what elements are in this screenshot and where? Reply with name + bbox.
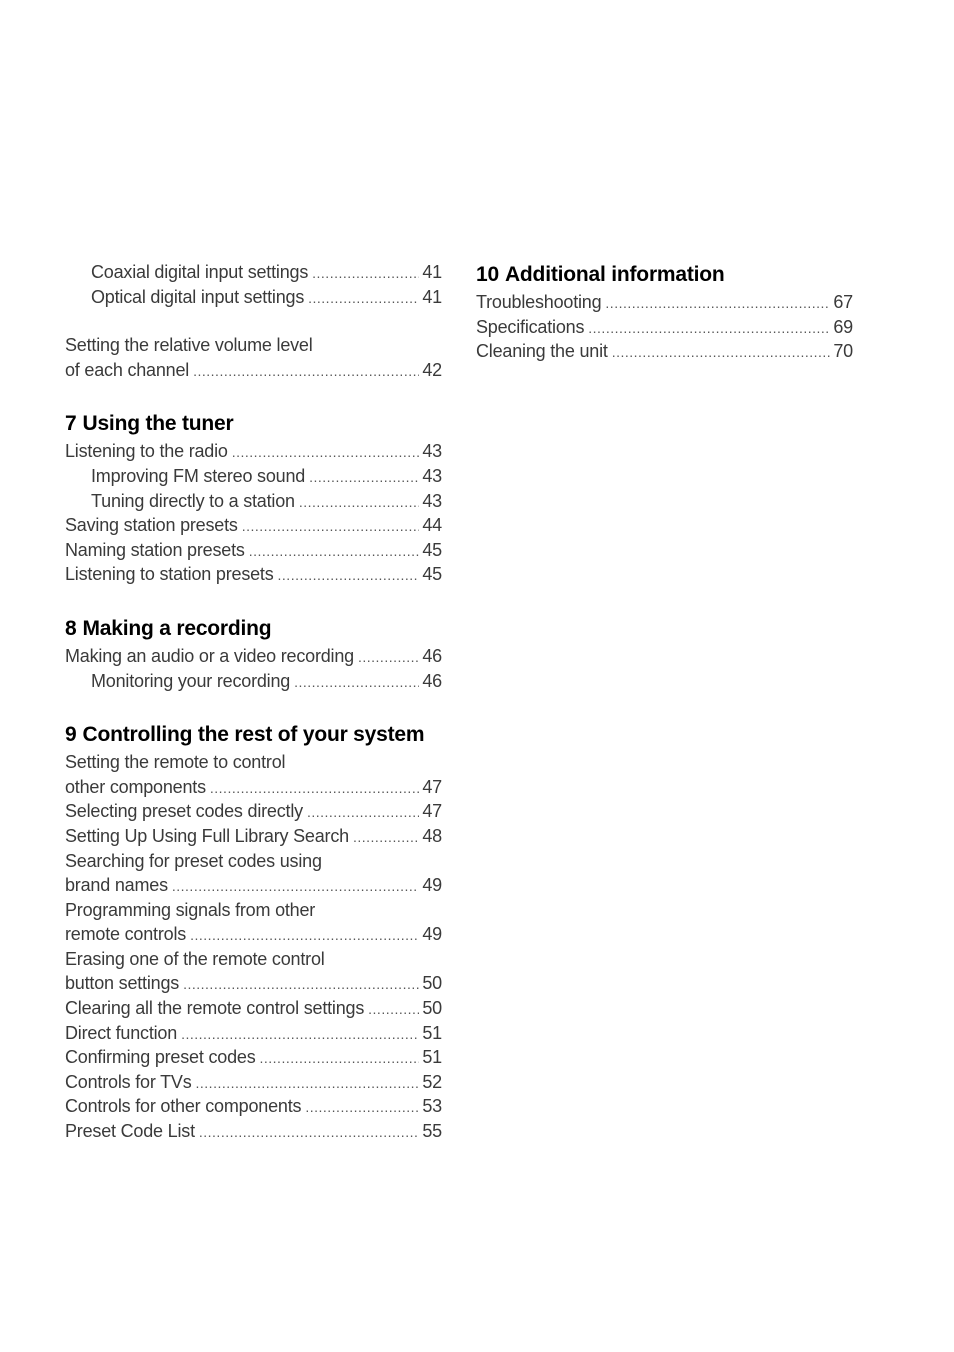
- section-heading[interactable]: [65, 409, 442, 439]
- toc-entry[interactable]: [65, 562, 442, 587]
- dot-leader: [612, 340, 830, 365]
- toc-entry-label: of each channel: [65, 359, 190, 380]
- section-title: Controlling the rest of your system: [82, 723, 425, 747]
- dot-leader: [358, 645, 419, 670]
- toc-entry-label: brand names: [65, 875, 168, 896]
- toc-entry[interactable]: [65, 439, 442, 464]
- dot-leader: [181, 1022, 419, 1047]
- dot-leader: [172, 874, 419, 899]
- toc-entry[interactable]: [65, 799, 442, 824]
- toc-entry-label: Controls for TVs: [65, 1071, 192, 1092]
- dot-leader: [368, 997, 419, 1022]
- dot-leader: [242, 514, 419, 539]
- toc-entry[interactable]: [476, 315, 853, 340]
- toc-entry-line: [65, 1045, 442, 1070]
- dot-leader: [278, 563, 419, 588]
- toc-entry[interactable]: [65, 489, 442, 514]
- section-heading[interactable]: [65, 614, 442, 644]
- toc-page-number: 47: [422, 776, 442, 797]
- toc-entry-line: [65, 439, 442, 464]
- toc-entry-line: [91, 260, 442, 285]
- toc-entry-label: Tuning directly to a station: [91, 490, 295, 511]
- toc-entry-label: Coaxial digital input settings: [91, 262, 309, 282]
- toc-entry-line: [65, 824, 442, 849]
- toc-entry[interactable]: [65, 898, 442, 947]
- toc-entry[interactable]: [65, 333, 442, 382]
- toc-entry-label: Setting Up Using Full Library Search: [65, 825, 349, 846]
- section-number: 10: [476, 263, 499, 286]
- toc-entry[interactable]: [65, 947, 442, 996]
- section-heading[interactable]: [65, 720, 442, 750]
- toc-page-number: 41: [422, 262, 442, 282]
- dot-leader: [193, 359, 419, 384]
- dot-leader: [299, 490, 419, 515]
- section-number: 7: [65, 412, 77, 436]
- toc-entry-label-line1: Erasing one of the remote control: [65, 948, 325, 969]
- toc-page-number: 46: [422, 645, 442, 666]
- toc-entry-line: [65, 922, 442, 947]
- toc-entry[interactable]: [65, 538, 442, 563]
- toc-entry-line: [65, 799, 442, 824]
- toc-page-number: 43: [422, 441, 442, 462]
- toc-entry-label: Clearing all the remote control settings: [65, 998, 365, 1019]
- section-title: Making a recording: [82, 616, 272, 640]
- toc-entry[interactable]: [65, 644, 442, 669]
- toc-entry-label: other components: [65, 776, 206, 797]
- dot-leader: [294, 670, 419, 695]
- toc-page-number: 53: [422, 1096, 442, 1117]
- toc-page-number: 44: [422, 515, 442, 536]
- toc-page-number: 48: [422, 825, 442, 846]
- toc-entry[interactable]: [65, 1094, 442, 1119]
- dot-leader: [308, 286, 419, 311]
- toc-section: [65, 720, 442, 1144]
- toc-entry[interactable]: [65, 1045, 442, 1070]
- section-heading[interactable]: [476, 260, 853, 290]
- toc-entry-label: Troubleshooting: [476, 292, 602, 312]
- toc-entry-label: Listening to station presets: [65, 564, 274, 585]
- toc-entry-label-line1: Searching for preset codes using: [65, 850, 322, 871]
- toc-entry-line: [65, 775, 442, 800]
- toc-entry-label-line1: Setting the relative volume level: [65, 335, 313, 356]
- toc-entry-line: [65, 1094, 442, 1119]
- toc-entry[interactable]: [476, 290, 853, 315]
- toc-entry[interactable]: [65, 513, 442, 538]
- toc-entry-line: [476, 315, 853, 340]
- dot-leader: [353, 825, 419, 850]
- toc-entry-line: [91, 489, 442, 514]
- toc-page-number: 51: [422, 1047, 442, 1068]
- toc-entry-label: Making an audio or a video recording: [65, 645, 354, 666]
- section-title: Additional information: [504, 263, 725, 286]
- dot-leader: [199, 1120, 419, 1145]
- toc-entry[interactable]: [65, 1119, 442, 1144]
- toc-section: [65, 409, 442, 587]
- toc-entry[interactable]: [65, 260, 442, 285]
- section-number: 8: [65, 616, 77, 640]
- toc-page-number: 41: [422, 286, 442, 307]
- toc-entry-label: button settings: [65, 973, 180, 994]
- dot-leader: [307, 800, 419, 825]
- toc-entry-label-line1: Setting the remote to control: [65, 752, 286, 773]
- dot-leader: [249, 539, 419, 564]
- toc-page-number: 55: [422, 1121, 442, 1142]
- dot-leader: [309, 465, 419, 490]
- toc-page-number: 67: [833, 292, 853, 312]
- toc-entry[interactable]: [65, 824, 442, 849]
- toc-entry-line: [65, 996, 442, 1021]
- dot-leader: [196, 1071, 419, 1096]
- toc-entry[interactable]: [476, 339, 853, 364]
- dot-leader: [210, 776, 419, 801]
- toc-page-number: 49: [422, 924, 442, 945]
- toc-left-column: [65, 260, 442, 1144]
- toc-entry-label: Listening to the radio: [65, 441, 228, 462]
- toc-page-number: 51: [422, 1022, 442, 1043]
- toc-entry[interactable]: [65, 669, 442, 694]
- toc-entry-line: [65, 358, 442, 383]
- toc-entry-label: Cleaning the unit: [476, 341, 608, 362]
- toc-entry-label: Optical digital input settings: [91, 286, 305, 307]
- toc-page-number: 46: [422, 670, 442, 691]
- toc-entry-line: [91, 669, 442, 694]
- toc-entry-label: Controls for other components: [65, 1096, 302, 1117]
- toc-entry-line: [91, 285, 442, 310]
- section-number: 9: [65, 723, 77, 747]
- toc-entry-label: Naming station presets: [65, 539, 245, 560]
- toc-page-number: 50: [422, 973, 442, 994]
- toc-page-number: 43: [422, 465, 442, 486]
- toc-entry-line: [65, 873, 442, 898]
- dot-leader: [588, 316, 830, 341]
- toc-page-number: 45: [422, 564, 442, 585]
- toc-page-number: 52: [422, 1071, 442, 1092]
- section-title: Using the tuner: [82, 412, 234, 436]
- dot-leader: [260, 1046, 420, 1071]
- toc-entry-label: Direct function: [65, 1022, 178, 1043]
- toc-entry-line: [476, 339, 853, 364]
- toc-entry[interactable]: [65, 1021, 442, 1046]
- toc-entry-line: [65, 644, 442, 669]
- toc-entry-label: Preset Code List: [65, 1121, 195, 1142]
- toc-section: [65, 614, 442, 693]
- toc-page-number: 45: [422, 539, 442, 560]
- toc-entry[interactable]: [65, 1070, 442, 1095]
- toc-entry-line: [65, 513, 442, 538]
- toc-entry-line: [65, 1119, 442, 1144]
- toc-entry[interactable]: [65, 750, 442, 799]
- toc-entry-line: [65, 1070, 442, 1095]
- dot-leader: [183, 972, 419, 997]
- toc-entry-label: remote controls: [65, 924, 187, 945]
- toc-entry-line: [65, 562, 442, 587]
- toc-page-number: 42: [422, 359, 442, 380]
- toc-entry-label: Monitoring your recording: [91, 670, 291, 691]
- toc-entry-label-line1: Programming signals from other: [65, 899, 316, 920]
- toc-entry[interactable]: [65, 996, 442, 1021]
- toc-section: [476, 260, 853, 364]
- toc-page-number: 69: [833, 316, 853, 337]
- toc-entry-label: Saving station presets: [65, 515, 238, 536]
- toc-entry-label: Specifications: [476, 316, 585, 337]
- spacer: [65, 587, 442, 614]
- toc-page-number: 43: [422, 490, 442, 511]
- toc-right-column: [476, 260, 853, 364]
- toc-entry-line: [65, 1021, 442, 1046]
- toc-page-number: 50: [422, 998, 442, 1019]
- toc-page-number: 47: [422, 801, 442, 822]
- toc-entry-line: [65, 538, 442, 563]
- toc-entry[interactable]: [65, 285, 442, 310]
- spacer: [65, 693, 442, 720]
- toc-page-number: 70: [833, 341, 853, 362]
- dot-leader: [190, 923, 419, 948]
- toc-page-number: 49: [422, 875, 442, 896]
- toc-entry-line: [65, 971, 442, 996]
- dot-leader: [305, 1095, 419, 1120]
- toc-entry[interactable]: [65, 849, 442, 898]
- spacer: [65, 382, 442, 409]
- toc-entry-label: Selecting preset codes directly: [65, 801, 303, 822]
- toc-entry-line: [91, 464, 442, 489]
- dot-leader: [312, 261, 419, 286]
- toc-entry-label: Confirming preset codes: [65, 1047, 256, 1068]
- toc-entry[interactable]: [65, 464, 442, 489]
- dot-leader: [605, 291, 830, 316]
- toc-entry-label: Improving FM stereo sound: [91, 465, 306, 486]
- spacer: [65, 309, 442, 333]
- dot-leader: [232, 440, 419, 465]
- toc-entry-line: [476, 290, 853, 315]
